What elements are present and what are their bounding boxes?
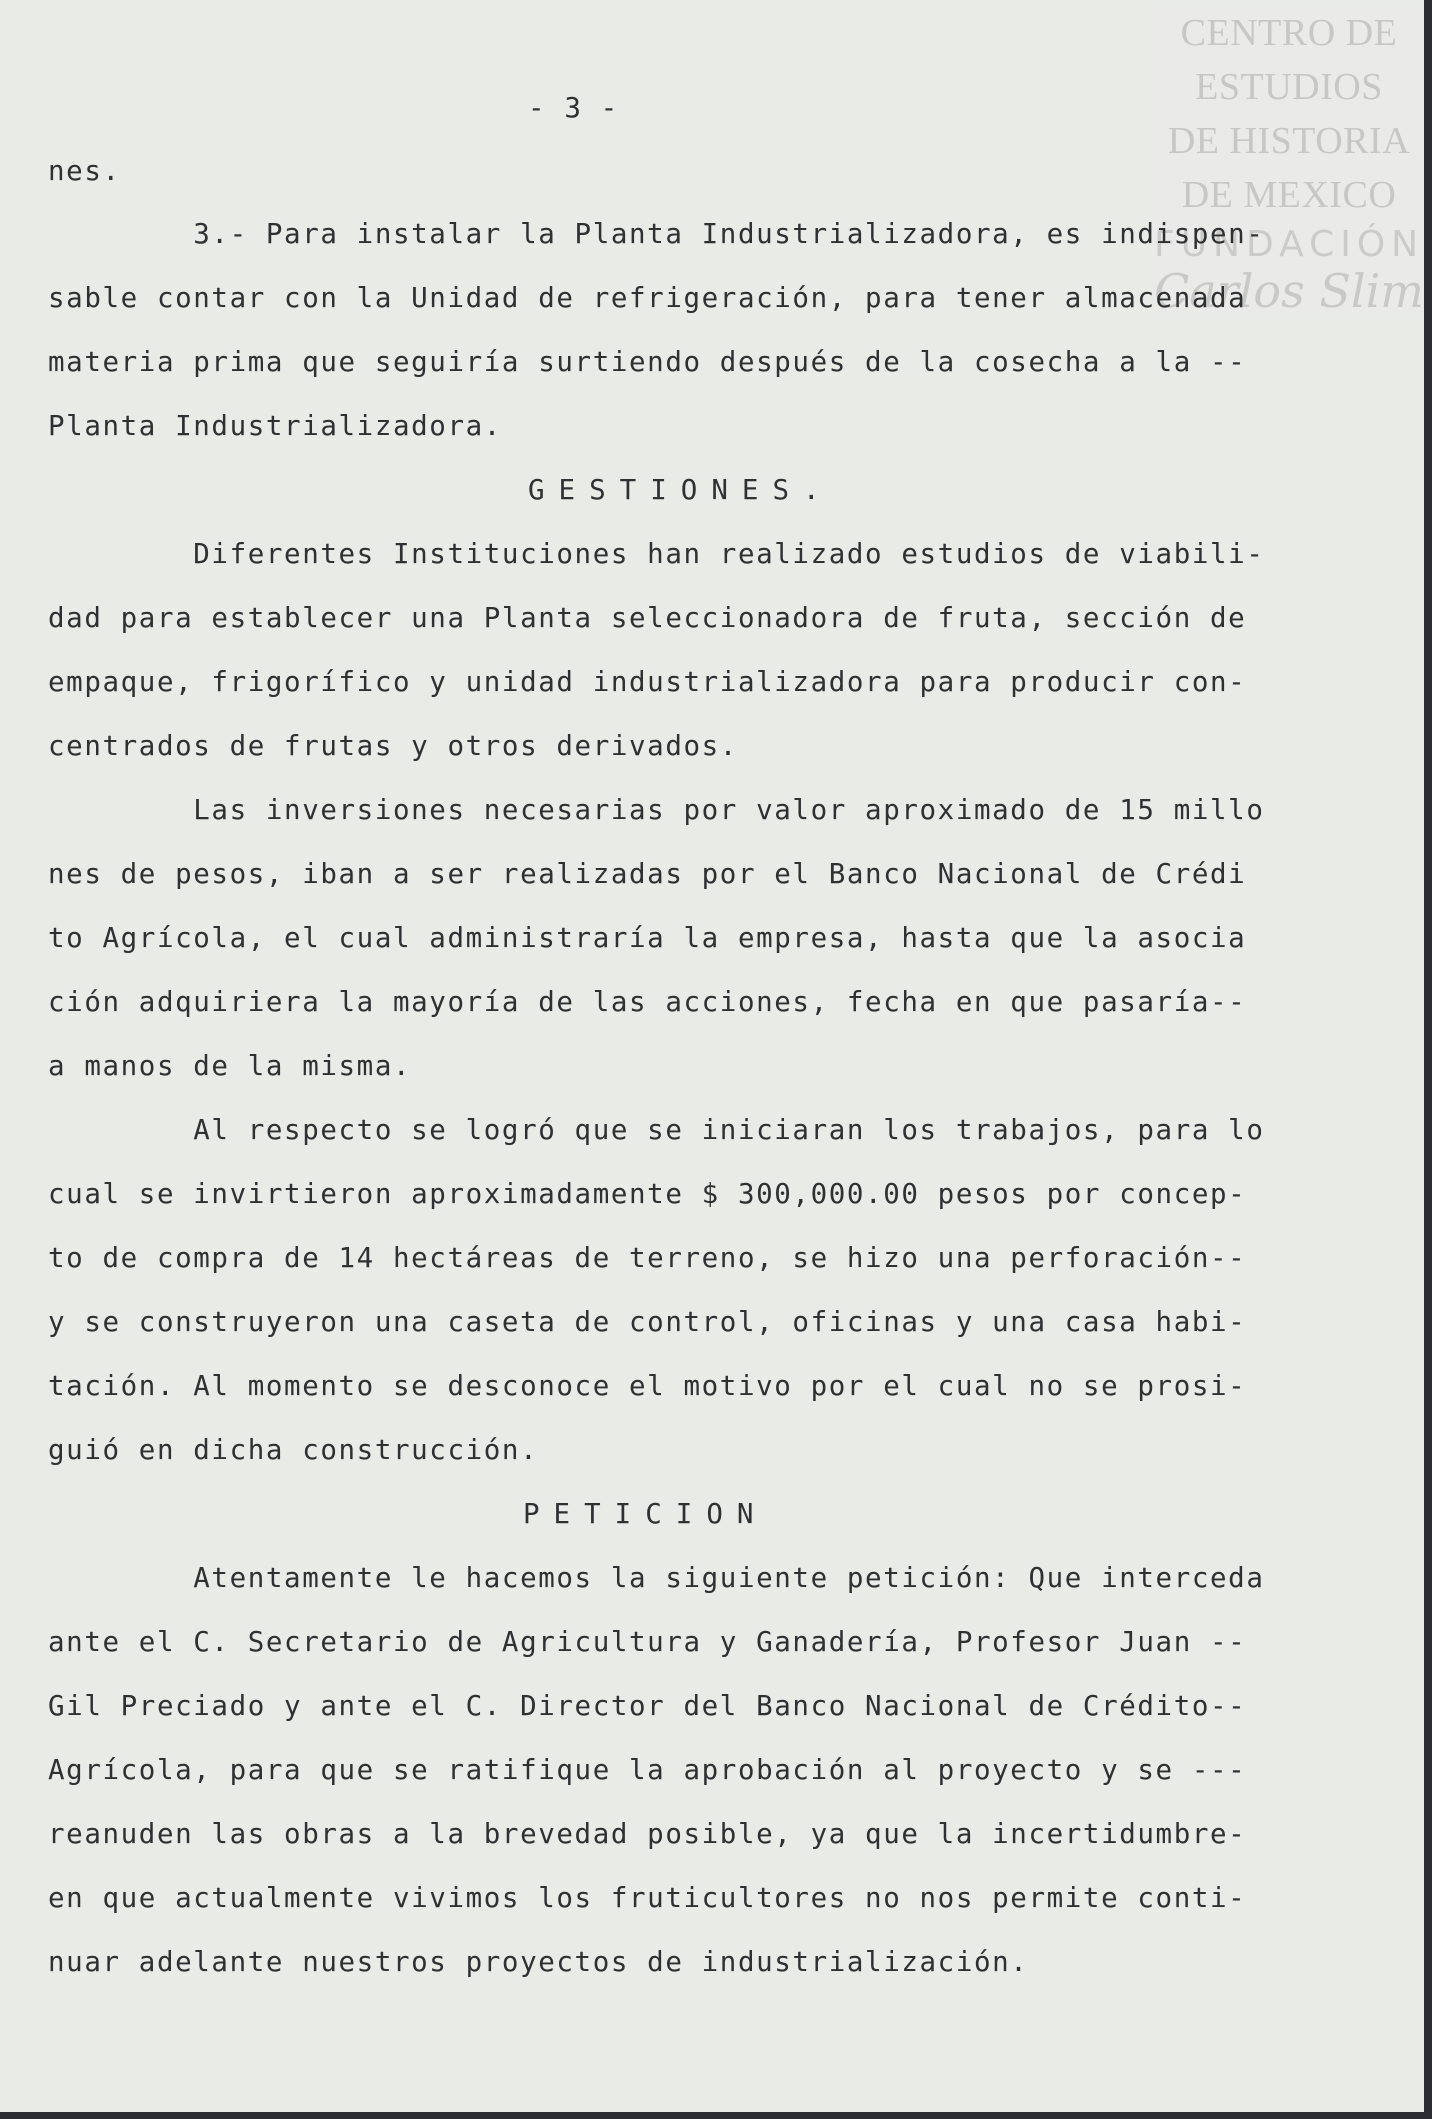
text-line: reanuden las obras a la brevedad posible, ya que la incertidumbre-	[48, 1818, 1247, 1850]
text-line: dad para establecer una Planta seleccionadora de fruta, sección de	[48, 602, 1247, 634]
text-line: Al respecto se logró que se iniciaran los trabajos, para lo	[48, 1114, 1265, 1146]
watermark-line-1: CENTRO DE	[1180, 12, 1398, 54]
watermark-line-3: DE HISTORIA	[1167, 120, 1411, 162]
archive-watermark	[1154, 6, 1425, 318]
text-line: guió en dicha construcción.	[48, 1434, 539, 1466]
text-line: Atentamente le hacemos la siguiente petición: Que interceda	[48, 1562, 1265, 1594]
text-line: tación. Al momento se desconoce el motivo por el cual no se prosi-	[48, 1370, 1247, 1402]
text-line: empaque, frigorífico y unidad industrializadora para producir con-	[48, 666, 1247, 698]
text-line: cual se invirtieron aproximadamente $ 300,000.00 pesos por concep-	[48, 1178, 1247, 1210]
text-line: Agrícola, para que se ratifique la aprobación al proyecto y se ---	[48, 1754, 1247, 1786]
text-line: centrados de frutas y otros derivados.	[48, 730, 738, 762]
watermark-line-2: ESTUDIOS	[1195, 66, 1383, 108]
text-line: y se construyeron una caseta de control, oficinas y una casa habi-	[48, 1306, 1247, 1338]
text-line: Gil Preciado y ante el C. Director del Banco Nacional de Crédito--	[48, 1690, 1247, 1722]
page-number: - 3 -	[528, 92, 619, 124]
text-line: Planta Industrializadora.	[48, 410, 502, 442]
watermark-line-4: DE MEXICO	[1181, 174, 1397, 216]
text-line: sable contar con la Unidad de refrigeración, para tener almacenada	[48, 282, 1247, 314]
watermark-foundation: FUNDACIÓN	[1154, 224, 1425, 265]
text-line: to de compra de 14 hectáreas de terreno, se hizo una perforación--	[48, 1242, 1247, 1274]
text-line: ción adquiriera la mayoría de las acciones, fecha en que pasaría--	[48, 986, 1247, 1018]
text-line: nes.	[48, 155, 121, 187]
text-line: nes de pesos, iban a ser realizadas por el Banco Nacional de Crédi	[48, 858, 1247, 890]
text-line: en que actualmente vivimos los fruticultores no nos permite conti-	[48, 1882, 1247, 1914]
text-line: nuar adelante nuestros proyectos de industrialización.	[48, 1946, 1029, 1978]
section-heading-gestiones: GESTIONES.	[528, 474, 834, 506]
watermark-signature: Carlos Slim	[1154, 264, 1424, 318]
text-line: to Agrícola, el cual administraría la empresa, hasta que la asocia	[48, 922, 1247, 954]
text-line: materia prima que seguiría surtiendo después de la cosecha a la --	[48, 346, 1247, 378]
text-line: Diferentes Instituciones han realizado estudios de viabili-	[48, 538, 1265, 570]
text-line: a manos de la misma.	[48, 1050, 412, 1082]
text-line: ante el C. Secretario de Agricultura y Ganadería, Profesor Juan --	[48, 1626, 1247, 1658]
text-line: Las inversiones necesarias por valor aproximado de 15 millo	[48, 794, 1265, 826]
section-heading-peticion: PETICION	[523, 1498, 768, 1530]
text-line: 3.- Para instalar la Planta Industrializadora, es indispen-	[48, 218, 1265, 250]
